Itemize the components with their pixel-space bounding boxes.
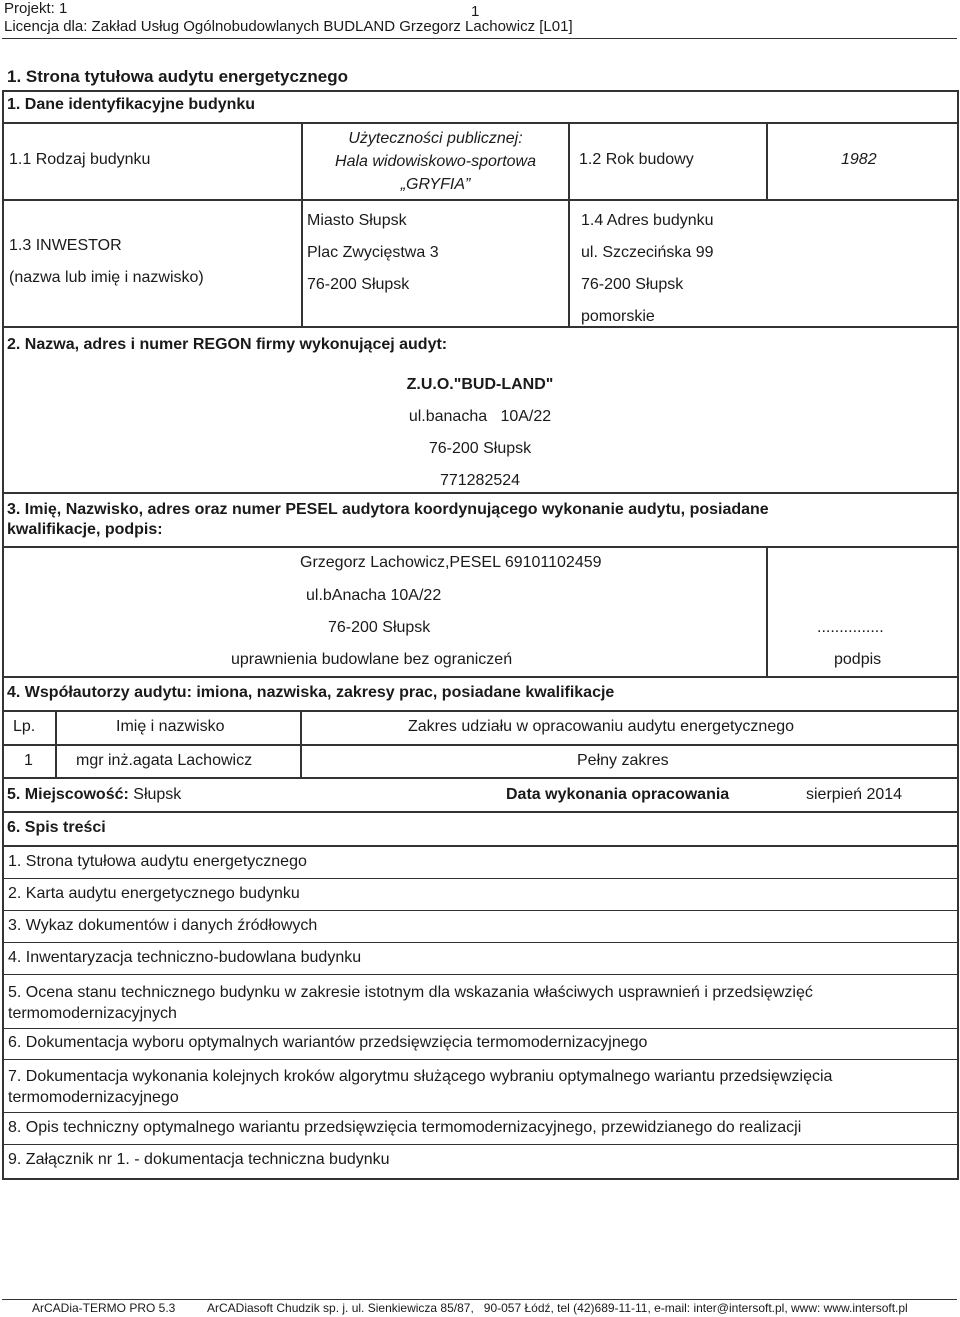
footer-software: ArCADia-TERMO PRO 5.3 — [32, 1301, 176, 1315]
toc-item: 9. Załącznik nr 1. - dokumentacja techniczna budynku — [8, 1151, 390, 1168]
section3-heading: 3. Imię, Nazwisko, adres oraz numer PESEL audytora koordynującego wykonanie audytu, posiadane kwalifikacje, podpis: — [7, 501, 769, 538]
toc-item: 5. Ocena stanu technicznego budynku w zakresie istotnym dla wskazania właściwych usprawnień i przedsięwzięć termomodernizacyjnych — [8, 984, 813, 1022]
building-type-label: 1.1 Rodzaj budynku — [9, 151, 151, 168]
license-text: Licencja dla: Zakład Usług Ogólnobudowlanych BUDLAND Grzegorz Lachowicz [L01] — [4, 18, 573, 35]
section5-place: 5. Miejscowość: Słupsk — [7, 786, 182, 803]
date-label: Data wykonania opracowania — [506, 786, 730, 803]
toc-item: 6. Dokumentacja wyboru optymalnych wariantów przedsięwzięcia termomodernizacyjnego — [8, 1034, 648, 1051]
signature-line: ............... — [817, 619, 884, 636]
page-title: 1. Strona tytułowa audytu energetycznego — [7, 67, 349, 86]
toc-item: 8. Opis techniczny optymalnego wariantu przedsięwzięcia termomodernizacyjnego, przewidzianego do realizacji — [8, 1119, 802, 1136]
toc-item: 2. Karta audytu energetycznego budynku — [8, 885, 300, 902]
toc-item: 4. Inwentaryzacja techniczno-budowlana budynku — [8, 949, 362, 966]
auditor-name: Grzegorz Lachowicz,PESEL 69101102459 — [300, 554, 602, 571]
investor-address: Miasto Słupsk Plac Zwycięstwa 3 76-200 Słupsk — [307, 212, 439, 293]
section4-heading: 4. Współautorzy audytu: imiona, nazwiska, zakresy prac, posiadane kwalifikacje — [7, 684, 615, 701]
footer-company: ArCADiasoft Chudzik sp. j. ul. Sienkiewicza 85/87, 90-057 Łódź, tel (42)689-11-11, e-mail: inter@intersoft.pl, www: www.intersoft.pl — [207, 1301, 908, 1315]
date-value: sierpień 2014 — [806, 786, 903, 803]
col-lp-header: Lp. — [13, 718, 36, 735]
building-type-value: Użyteczności publicznej: Hala widowiskowo-sportowa „GRYFIA” — [335, 130, 536, 193]
section1-heading: 1. Dane identyfikacyjne budynku — [7, 96, 256, 113]
investor-sub-label: (nazwa lub imię i nazwisko) — [9, 269, 204, 286]
section6-heading: 6. Spis treści — [7, 819, 106, 836]
toc-item: 3. Wykaz dokumentów i danych źródłowych — [8, 917, 318, 934]
audit-company: Z.U.O."BUD-LAND" ul.banacha 10A/22 76-200 Słupsk 771282524 — [406, 376, 554, 489]
build-year-value: 1982 — [841, 151, 877, 168]
coauthor-scope: Pełny zakres — [577, 752, 669, 769]
header-rule — [2, 38, 957, 39]
auditor-city: 76-200 Słupsk — [328, 619, 431, 636]
page-number: 1 — [471, 3, 480, 20]
project-label: Projekt: 1 — [4, 0, 68, 17]
coauthor-name: mgr inż.agata Lachowicz — [76, 752, 253, 769]
toc-item: 1. Strona tytułowa audytu energetycznego — [8, 853, 307, 870]
coauthor-lp: 1 — [24, 752, 33, 769]
col-name-header: Imię i nazwisko — [116, 718, 225, 735]
auditor-qualification: uprawnienia budowlane bez ograniczeń — [231, 651, 513, 668]
footer-rule — [2, 1299, 957, 1300]
col-scope-header: Zakres udziału w opracowaniu audytu energetycznego — [408, 718, 795, 735]
section2-heading: 2. Nazwa, adres i numer REGON firmy wykonującej audyt: — [7, 336, 448, 353]
auditor-street: ul.bAnacha 10A/22 — [306, 587, 442, 604]
toc-item: 7. Dokumentacja wykonania kolejnych kroków algorytmu służącego wybraniu optymalnego wariantu przedsięwzięcia termomodernizacyjnego — [8, 1068, 833, 1106]
investor-label: 1.3 INWESTOR — [9, 237, 122, 254]
build-year-label: 1.2 Rok budowy — [579, 151, 694, 168]
signature-label: podpis — [834, 651, 882, 668]
building-address: 1.4 Adres budynku ul. Szczecińska 99 76-200 Słupsk pomorskie — [581, 212, 714, 325]
